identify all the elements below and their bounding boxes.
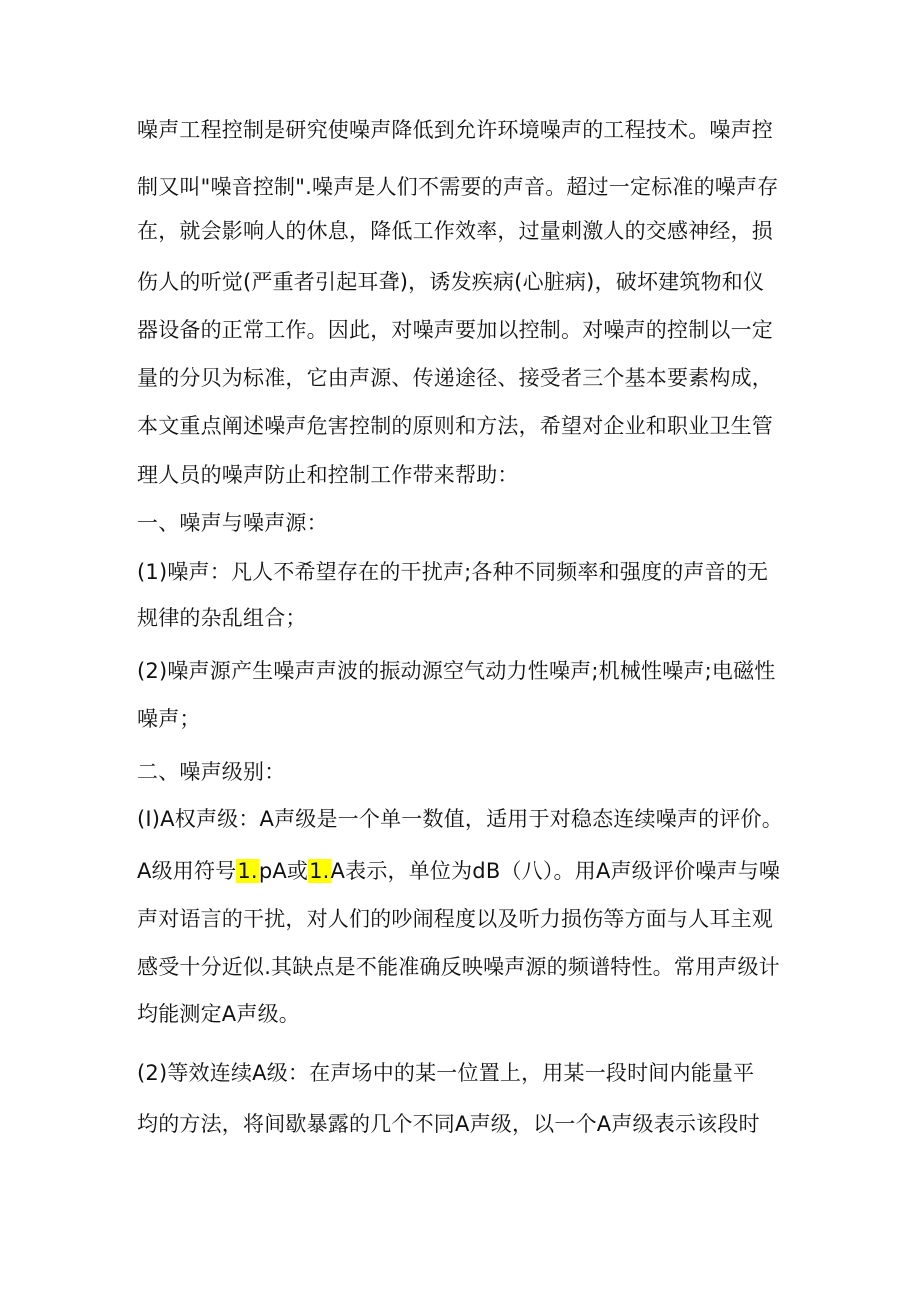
paragraph-line-7: 本文重点阐述噪声危害控制的原则和方法，希望对企业和职业卫生管 [137,414,773,438]
paragraph-line-5: 器设备的正常工作。因此，对噪声要加以控制。对噪声的控制以一定 [137,318,773,342]
a-weighted-line-3: 声对语言的干扰，对人们的吵闹程度以及听力损伤等方面与人耳主观 [137,907,773,931]
list-item-2-line-1: (2)噪声源产生噪声声波的振动源空气动力性噪声;机械性噪声;电磁性 [137,659,776,683]
a-weighted-line-2-part-b: pA或 [258,859,309,883]
a-weighted-line-4: 感受十分近似.其缺点是不能准确反映噪声源的频谱特性。常用声级计 [137,955,780,979]
equivalent-a-line-1: (2)等效连续A级：在声场中的某一位置上，用某一段时间内能量平 [137,1061,755,1085]
section-heading-2: 二、噪声级别： [137,760,286,784]
paragraph-line-3: 在，就会影响人的休息，降低工作效率，过量刺激人的交感神经，损 [137,219,773,243]
a-weighted-line-2-part-c: A表示，单位为dB（八）。用A声级评价噪声与噪 [330,859,781,883]
list-item-2-line-2: 噪声； [137,707,201,731]
paragraph-line-4: 伤人的听觉(严重者引起耳聋)，诱发疾病(心脏病)，破坏建筑物和仪 [137,270,765,294]
a-weighted-line-2 [137,857,780,885]
a-weighted-line-2-part-a: A级用符号 [137,859,237,883]
highlight-mark-1: 1. [237,859,258,883]
paragraph-line-1: 噪声工程控制是研究使噪声降低到允许环境噪声的工程技术。噪声控 [137,118,773,142]
section-heading-1: 一、噪声与噪声源： [137,511,328,535]
equivalent-a-line-2: 均的方法，将间歇暴露的几个不同A声级，以一个A声级表示该段时 [137,1112,760,1136]
list-item-1-line-1: (1)噪声：凡人不希望存在的干扰声;各种不同频率和强度的声音的无 [137,560,769,584]
paragraph-line-2: 制又叫"噪音控制".噪声是人们不需要的声音。超过一定标准的噪声存 [137,175,779,199]
a-weighted-line-5: 均能测定A声级。 [137,1002,300,1026]
paragraph-line-6: 量的分贝为标准，它由声源、传递途径、接受者三个基本要素构成， [137,366,773,390]
highlight-mark-2: 1. [309,859,330,883]
paragraph-line-8: 理人员的噪声防止和控制工作带来帮助： [137,463,519,487]
list-item-1-line-2: 规律的杂乱组合； [137,606,307,630]
a-weighted-line-1: (I)A权声级：A声级是一个单一数值，适用于对稳态连续噪声的评价。 [137,807,783,831]
